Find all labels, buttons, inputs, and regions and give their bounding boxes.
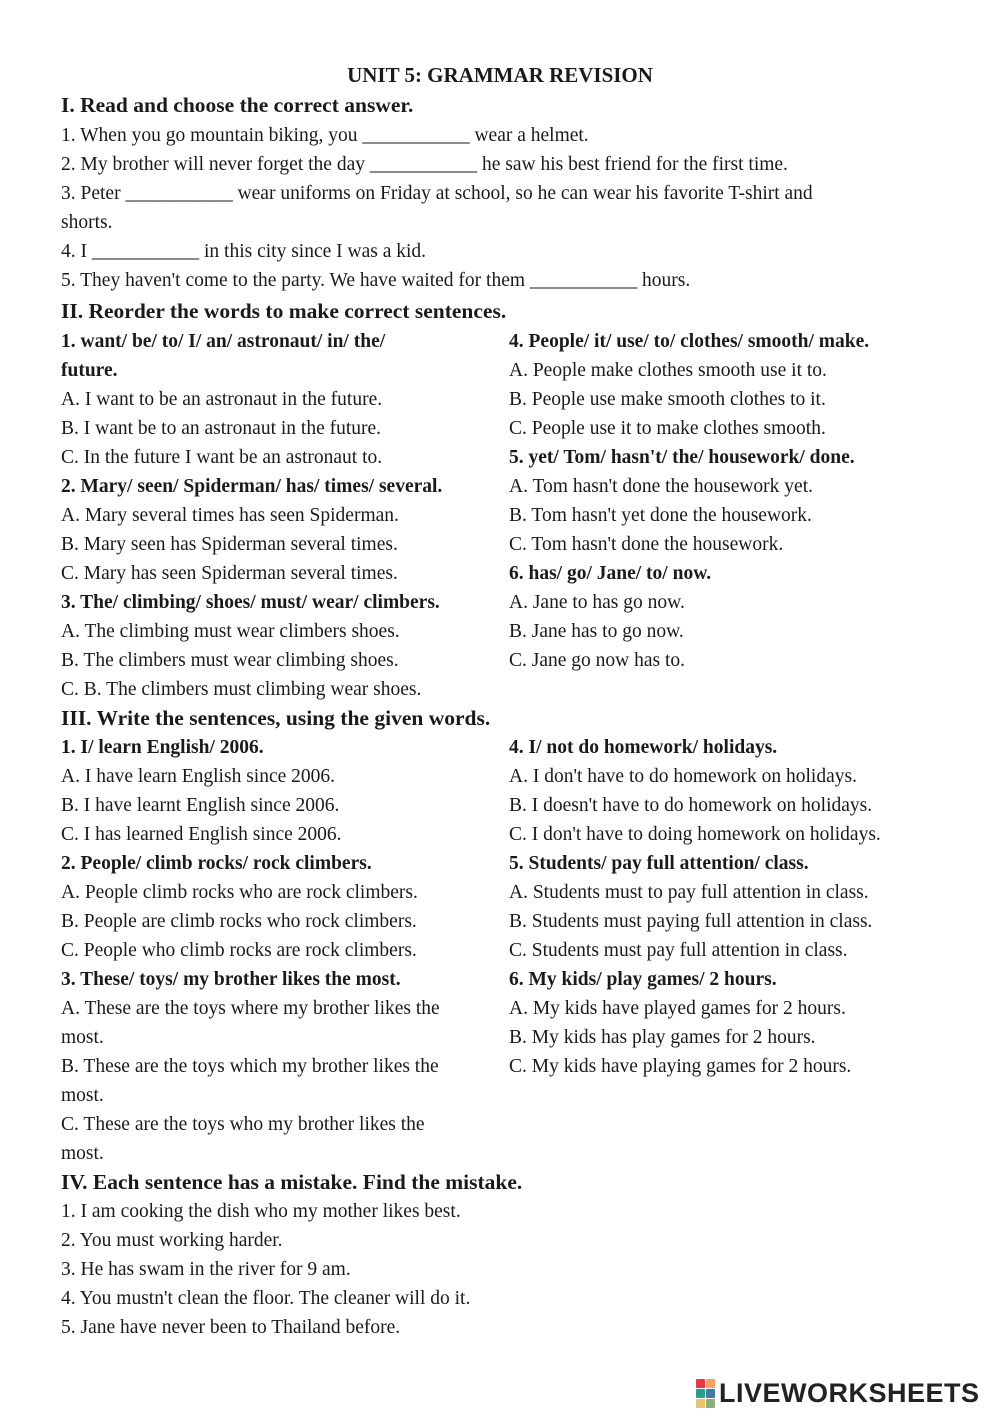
- s3-left-line-15: most.: [61, 1143, 104, 1164]
- s3-right-line-7: B. Students must paying full attention in class.: [509, 911, 873, 932]
- s2-right-line-11: B. Jane has to go now.: [509, 621, 684, 642]
- s2-left-line-6: 2. Mary/ seen/ Spiderman/ has/ times/ several.: [61, 476, 443, 497]
- s3-left-line-5: 2. People/ climb rocks/ rock climbers.: [61, 853, 372, 874]
- logo-cell: [696, 1389, 705, 1398]
- s2-left-line-12: B. The climbers must wear climbing shoes.: [61, 650, 399, 671]
- s2-left-line-7: A. Mary several times has seen Spiderman.: [61, 505, 399, 526]
- s2-right-line-10: A. Jane to has go now.: [509, 592, 685, 613]
- s2-left-line-2: future.: [61, 360, 118, 381]
- logo-cell: [706, 1379, 715, 1388]
- s1-item-4: 4. I ___________ in this city since I was a kid.: [61, 241, 427, 262]
- s3-left-line-13: most.: [61, 1085, 104, 1106]
- section-2-heading: II. Reorder the words to make correct sentences.: [61, 299, 507, 323]
- s2-left-line-4: B. I want be to an astronaut in the future.: [61, 418, 382, 439]
- s2-right-line-8: C. Tom hasn't done the housework.: [509, 534, 784, 555]
- s2-right-line-7: B. Tom hasn't yet done the housework.: [509, 505, 812, 526]
- s3-left-line-9: 3. These/ toys/ my brother likes the most.: [61, 969, 401, 990]
- s4-item-5: 5. Jane have never been to Thailand before.: [61, 1317, 401, 1338]
- s2-left-line-10: 3. The/ climbing/ shoes/ must/ wear/ climbers.: [61, 592, 440, 613]
- s2-left-line-1: 1. want/ be/ to/ I/ an/ astronaut/ in/ the/: [61, 331, 386, 352]
- s2-left-line-8: B. Mary seen has Spiderman several times.: [61, 534, 398, 555]
- section-3-heading: III. Write the sentences, using the given words.: [61, 706, 491, 730]
- s3-right-line-10: A. My kids have played games for 2 hours.: [509, 998, 846, 1019]
- s3-left-line-10: A. These are the toys where my brother likes the: [61, 998, 440, 1019]
- s3-right-line-5: 5. Students/ pay full attention/ class.: [509, 853, 809, 874]
- s3-left-line-1: 1. I/ learn English/ 2006.: [61, 737, 264, 758]
- logo-grid-icon: [696, 1379, 715, 1408]
- s2-left-line-9: C. Mary has seen Spiderman several times.: [61, 563, 398, 584]
- s1-item-3: 3. Peter ___________ wear uniforms on Friday at school, so he can wear his favorite T-shirt and: [61, 183, 813, 204]
- s3-right-line-3: B. I doesn't have to do homework on holidays.: [509, 795, 873, 816]
- s2-left-line-5: C. In the future I want be an astronaut to.: [61, 447, 383, 468]
- logo-text: LIVEWORKSHEETS: [719, 1378, 980, 1408]
- logo-cell: [706, 1399, 715, 1408]
- s2-left-line-3: A. I want to be an astronaut in the future.: [61, 389, 383, 410]
- s2-left-line-11: A. The climbing must wear climbers shoes.: [61, 621, 400, 642]
- s2-right-line-4: C. People use it to make clothes smooth.: [509, 418, 826, 439]
- s1-item-5: 5. They haven't come to the party. We have waited for them ___________ hours.: [61, 270, 691, 291]
- s3-right-line-8: C. Students must pay full attention in class.: [509, 940, 848, 961]
- s3-left-line-8: C. People who climb rocks are rock climbers.: [61, 940, 417, 961]
- s3-left-line-7: B. People are climb rocks who rock climbers.: [61, 911, 417, 932]
- section-4-heading: IV. Each sentence has a mistake. Find the mistake.: [61, 1170, 523, 1194]
- s4-item-1: 1. I am cooking the dish who my mother likes best.: [61, 1201, 461, 1222]
- s3-right-line-12: C. My kids have playing games for 2 hours.: [509, 1056, 852, 1077]
- s1-item-1: 1. When you go mountain biking, you ___________ wear a helmet.: [61, 125, 589, 146]
- s3-left-line-2: A. I have learn English since 2006.: [61, 766, 336, 787]
- s3-right-line-9: 6. My kids/ play games/ 2 hours.: [509, 969, 777, 990]
- s2-right-line-3: B. People use make smooth clothes to it.: [509, 389, 826, 410]
- s3-left-line-4: C. I has learned English since 2006.: [61, 824, 342, 845]
- s1-item-2: 2. My brother will never forget the day ___________ he saw his best friend for the first time.: [61, 154, 788, 175]
- s2-right-line-2: A. People make clothes smooth use it to.: [509, 360, 827, 381]
- s3-left-line-6: A. People climb rocks who are rock climbers.: [61, 882, 418, 903]
- s2-right-line-6: A. Tom hasn't done the housework yet.: [509, 476, 813, 497]
- s4-item-2: 2. You must working harder.: [61, 1230, 283, 1251]
- s2-right-line-12: C. Jane go now has to.: [509, 650, 686, 671]
- s4-item-3: 3. He has swam in the river for 9 am.: [61, 1259, 351, 1280]
- s1-item-3-cont: shorts.: [61, 212, 113, 233]
- s3-right-line-4: C. I don't have to doing homework on holidays.: [509, 824, 881, 845]
- s2-right-line-9: 6. has/ go/ Jane/ to/ now.: [509, 563, 712, 584]
- s3-left-line-12: B. These are the toys which my brother likes the: [61, 1056, 439, 1077]
- s3-right-line-1: 4. I/ not do homework/ holidays.: [509, 737, 778, 758]
- s2-left-line-13: C. B. The climbers must climbing wear shoes.: [61, 679, 422, 700]
- page-title: UNIT 5: GRAMMAR REVISION: [347, 63, 653, 87]
- s3-left-line-14: C. These are the toys who my brother likes the: [61, 1114, 425, 1135]
- liveworksheets-logo[interactable]: [696, 1378, 980, 1408]
- logo-cell: [706, 1389, 715, 1398]
- s3-right-line-6: A. Students must to pay full attention in class.: [509, 882, 869, 903]
- logo-cell: [696, 1379, 705, 1388]
- s3-left-line-11: most.: [61, 1027, 104, 1048]
- s2-right-line-5: 5. yet/ Tom/ hasn't/ the/ housework/ done.: [509, 447, 855, 468]
- s3-right-line-11: B. My kids has play games for 2 hours.: [509, 1027, 816, 1048]
- s3-left-line-3: B. I have learnt English since 2006.: [61, 795, 340, 816]
- section-1-heading: I. Read and choose the correct answer.: [61, 93, 414, 117]
- s2-right-line-1: 4. People/ it/ use/ to/ clothes/ smooth/ make.: [509, 331, 870, 352]
- s4-item-4: 4. You mustn't clean the floor. The cleaner will do it.: [61, 1288, 471, 1309]
- logo-cell: [696, 1399, 705, 1408]
- s3-right-line-2: A. I don't have to do homework on holidays.: [509, 766, 857, 787]
